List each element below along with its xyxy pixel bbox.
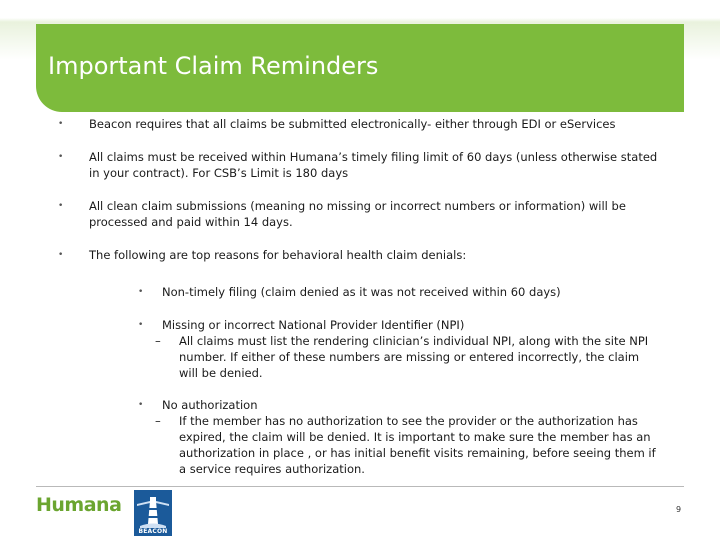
beacon-logo (134, 490, 172, 536)
bullet-item (58, 149, 658, 181)
footer-divider (36, 486, 684, 487)
denial-reason-item (58, 284, 658, 300)
denial-reason-text: Non-timely filing (claim denied as it was not received within 60 days) (162, 285, 561, 299)
bullet-icon: • (58, 152, 64, 162)
beacon-logo-text: BEACON (138, 528, 168, 535)
bullet-text: Beacon requires that all claims be submitted electronically- either through EDI or eServices (89, 117, 616, 131)
page-number: 9 (676, 505, 682, 514)
page-title: Important Claim Reminders (48, 52, 379, 80)
bullet-item (58, 116, 658, 132)
denial-detail-text: If the member has no authorization to see the provider or the authorization has expired, the claim will be denied. It is important to make sure the member has an authorization in place , or has initial benefit visits remaining, before seeing them if a service requires authorization. (179, 414, 656, 476)
bullet-icon: • (138, 287, 144, 297)
humana-logo: Humana (36, 494, 122, 516)
denial-reason-item (58, 317, 658, 333)
bullet-item (58, 247, 658, 263)
dash-icon: – (155, 334, 161, 348)
denial-reason-text: No authorization (162, 398, 258, 412)
bullet-text: All claims must be received within Humana’s timely filing limit of 60 days (unless otherwise stated in your contract). For CSB’s Limit is 180 days (89, 150, 658, 180)
bullet-icon: • (58, 250, 64, 260)
denial-detail (58, 413, 657, 477)
dash-icon: – (155, 414, 161, 428)
bullet-icon: • (58, 201, 64, 211)
bullet-text: All clean claim submissions (meaning no missing or incorrect numbers or information) will be processed and paid within 14 days. (89, 199, 626, 229)
bullet-icon: • (58, 119, 64, 129)
denial-detail (58, 333, 657, 381)
bullet-item (58, 198, 658, 230)
bullet-text: The following are top reasons for behavioral health claim denials: (89, 248, 467, 262)
bullet-icon: • (138, 320, 144, 330)
content-body (58, 116, 658, 477)
denial-reason-text: Missing or incorrect National Provider Identifier (NPI) (162, 318, 465, 332)
bullet-icon: • (138, 400, 144, 410)
denial-detail-text: All claims must list the rendering clinician’s individual NPI, along with the site NPI number. If either of these numbers are missing or entered incorrectly, the claim will be denied. (179, 334, 649, 380)
denial-reason-item (58, 397, 658, 413)
